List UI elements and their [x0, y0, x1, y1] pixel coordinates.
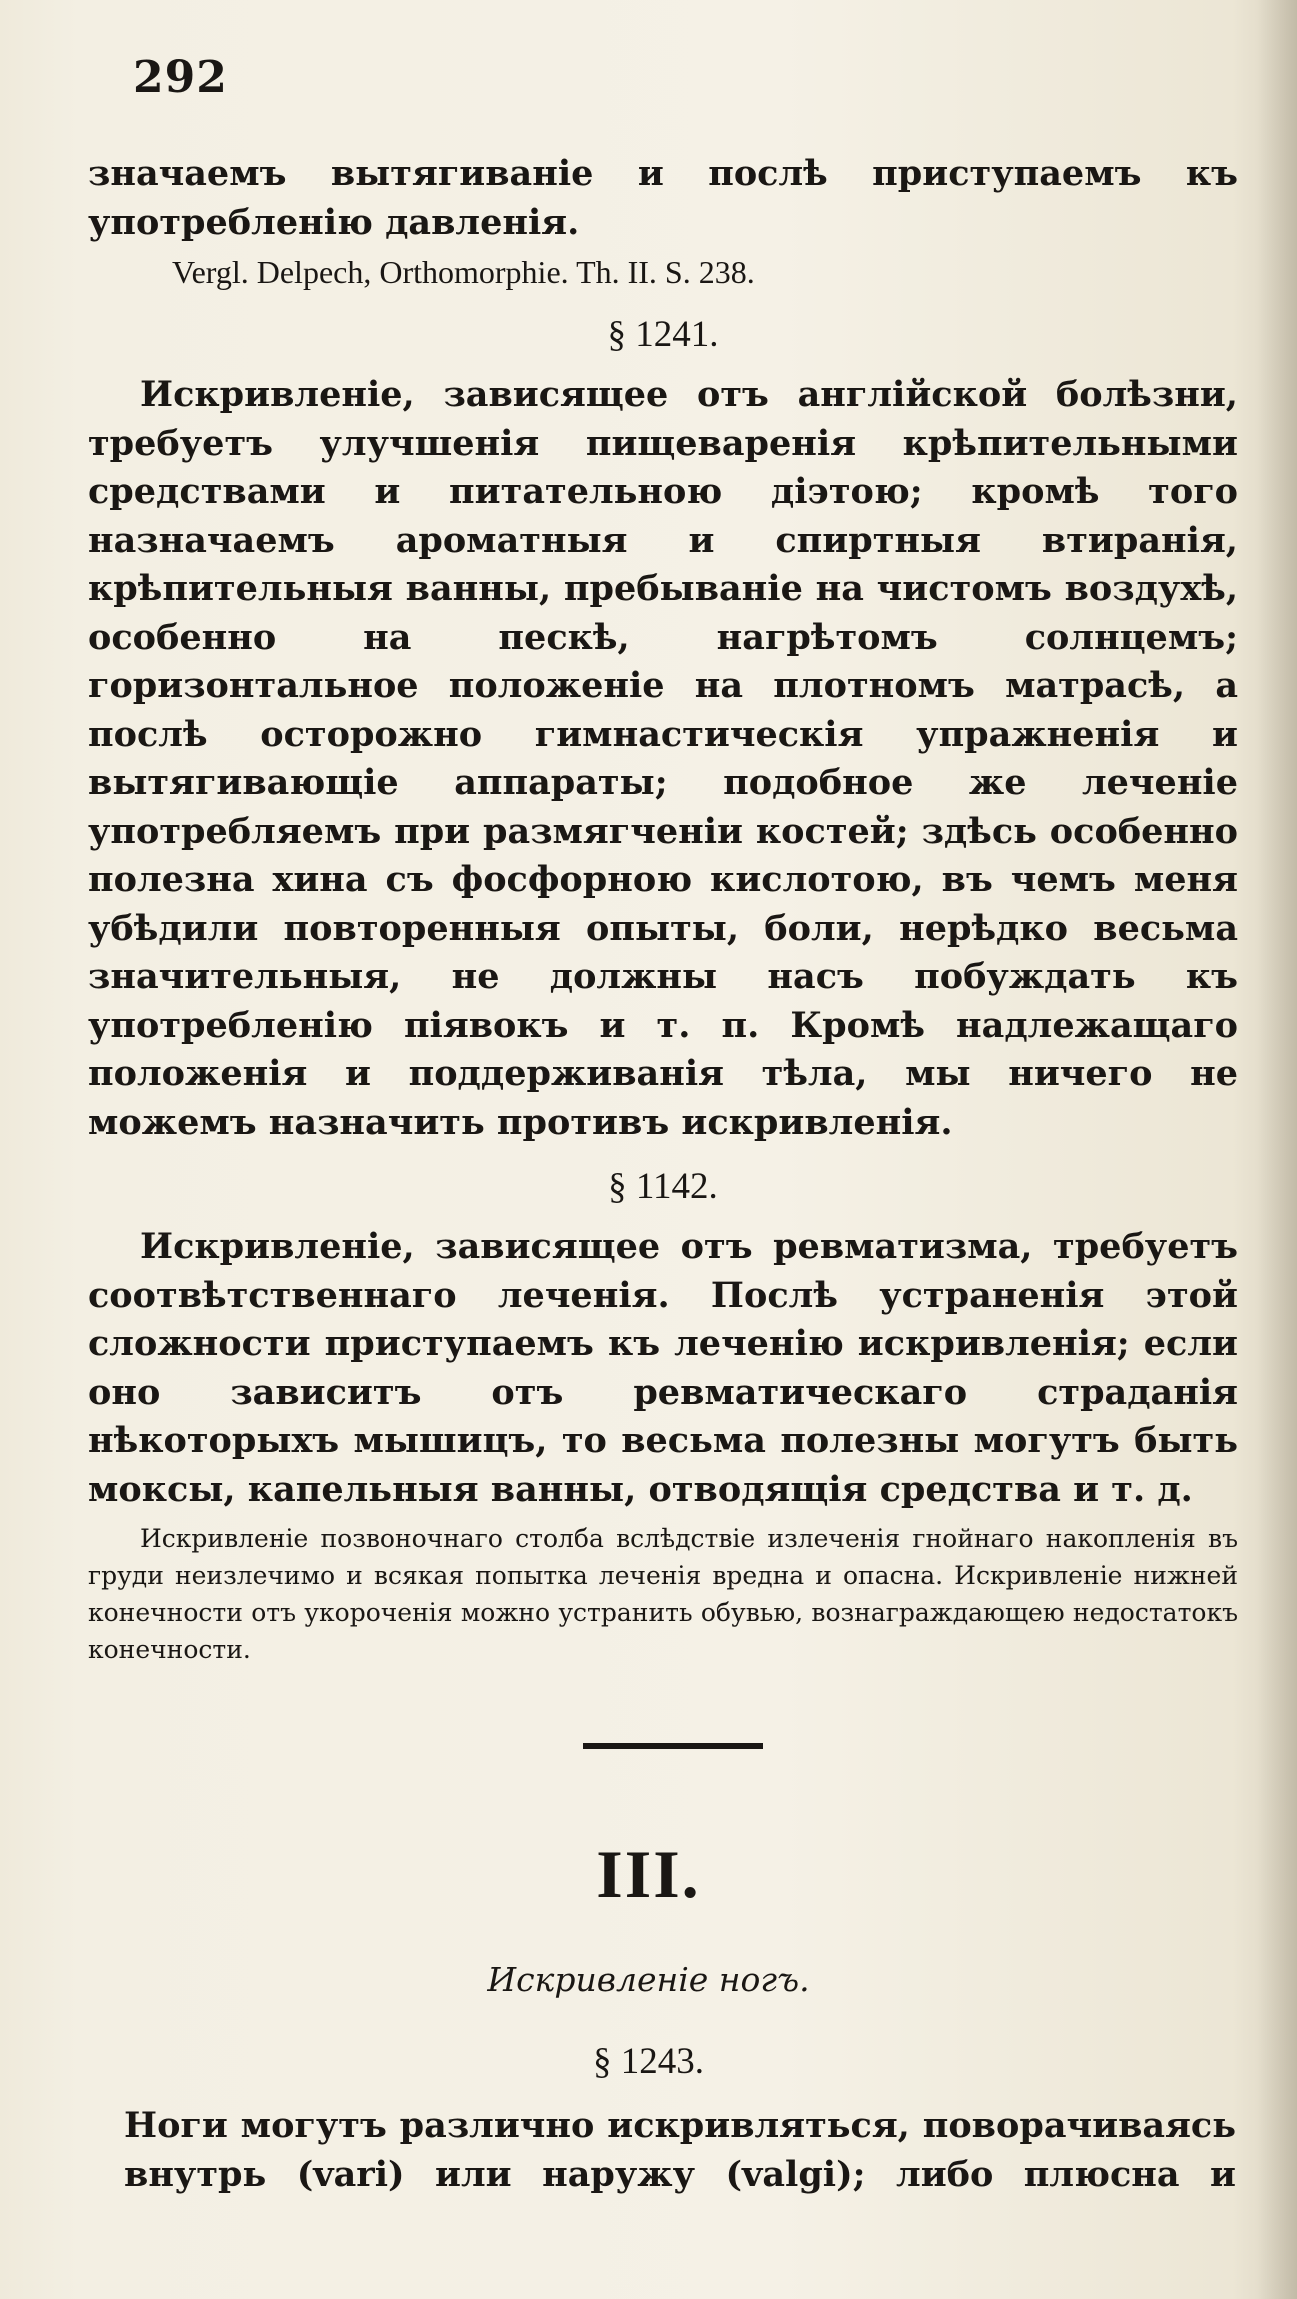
chapter-numeral: III. — [596, 1836, 701, 1912]
page-number: 292 — [133, 52, 228, 103]
section-1142-paragraph: Искривленіе, зависящее отъ ревматизма, требуетъ соотвѣтственнаго леченія. Послѣ устраненія этой сложности приступаемъ къ леченію искривленія; если оно зависитъ отъ ревматическаго страданія нѣкоторыхъ мышицъ, то весьма полезны могутъ быть моксы, капельныя ванны, отводящія средства и т. д. — [88, 1226, 1238, 1510]
reference-citation: Vergl. Delpech, Orthomorphie. Th. II. S. 238. — [172, 254, 755, 290]
main-text — [88, 150, 1238, 1668]
section-1241-paragraph: Искривленіе, зависящее отъ англійской болѣзни, требуетъ улучшенія пищеваренія крѣпительными средствами и питательною діэтою; кромѣ того назначаемъ ароматныя и спиртныя втиранія, крѣпительныя ванны, пребываніе на чистомъ воздухѣ, особенно на пескѣ, нагрѣтомъ солнцемъ; горизонтальное положеніе на плотномъ матрасѣ, а послѣ осторожно гимнастическія упражненія и вытягивающіе аппараты; подобное же леченіе употребляемъ при размягченіи костей; здѣсь особенно полезна хина съ фосфорною кислотою, въ чемъ меня убѣдили повторенныя опыты, боли, нерѣдко весьма значительныя, не должны насъ побуждать къ употребленію піявокъ и т. п. Кромѣ надлежащаго положенія и поддерживанія тѣла, мы ничего не можемъ назначить противъ искривленія. — [88, 374, 1238, 1143]
page-edge-shadow — [1257, 0, 1297, 2299]
section-heading-1241: § 1241. — [607, 314, 719, 355]
chapter-title: Искривленіе ногъ. — [487, 1960, 810, 1999]
section-1243-block — [124, 2102, 1236, 2199]
section-heading-1142: § 1142. — [608, 1166, 718, 1207]
section-1142-note: Искривленіе позвоночнаго столба вслѣдствіе излеченія гнойнаго накопленія въ груди неизлечимо и всякая попытка леченія вредна и опасна. Искривленіе нижней конечности отъ укороченія можно устранить обувью, вознаграждающею недостатокъ конечности. — [88, 1524, 1238, 1664]
section-1243-paragraph: Ноги могутъ различно искривляться, поворачиваясь внутрь (vari) или наружу (valgi); либо плюсна и — [124, 2105, 1236, 2195]
chapter-divider-rule — [583, 1743, 763, 1749]
continuation-paragraph: значаемъ вытягиваніе и послѣ приступаемъ къ употребленію давленія. — [88, 153, 1238, 243]
section-heading-1243: § 1243. — [593, 2041, 704, 2082]
